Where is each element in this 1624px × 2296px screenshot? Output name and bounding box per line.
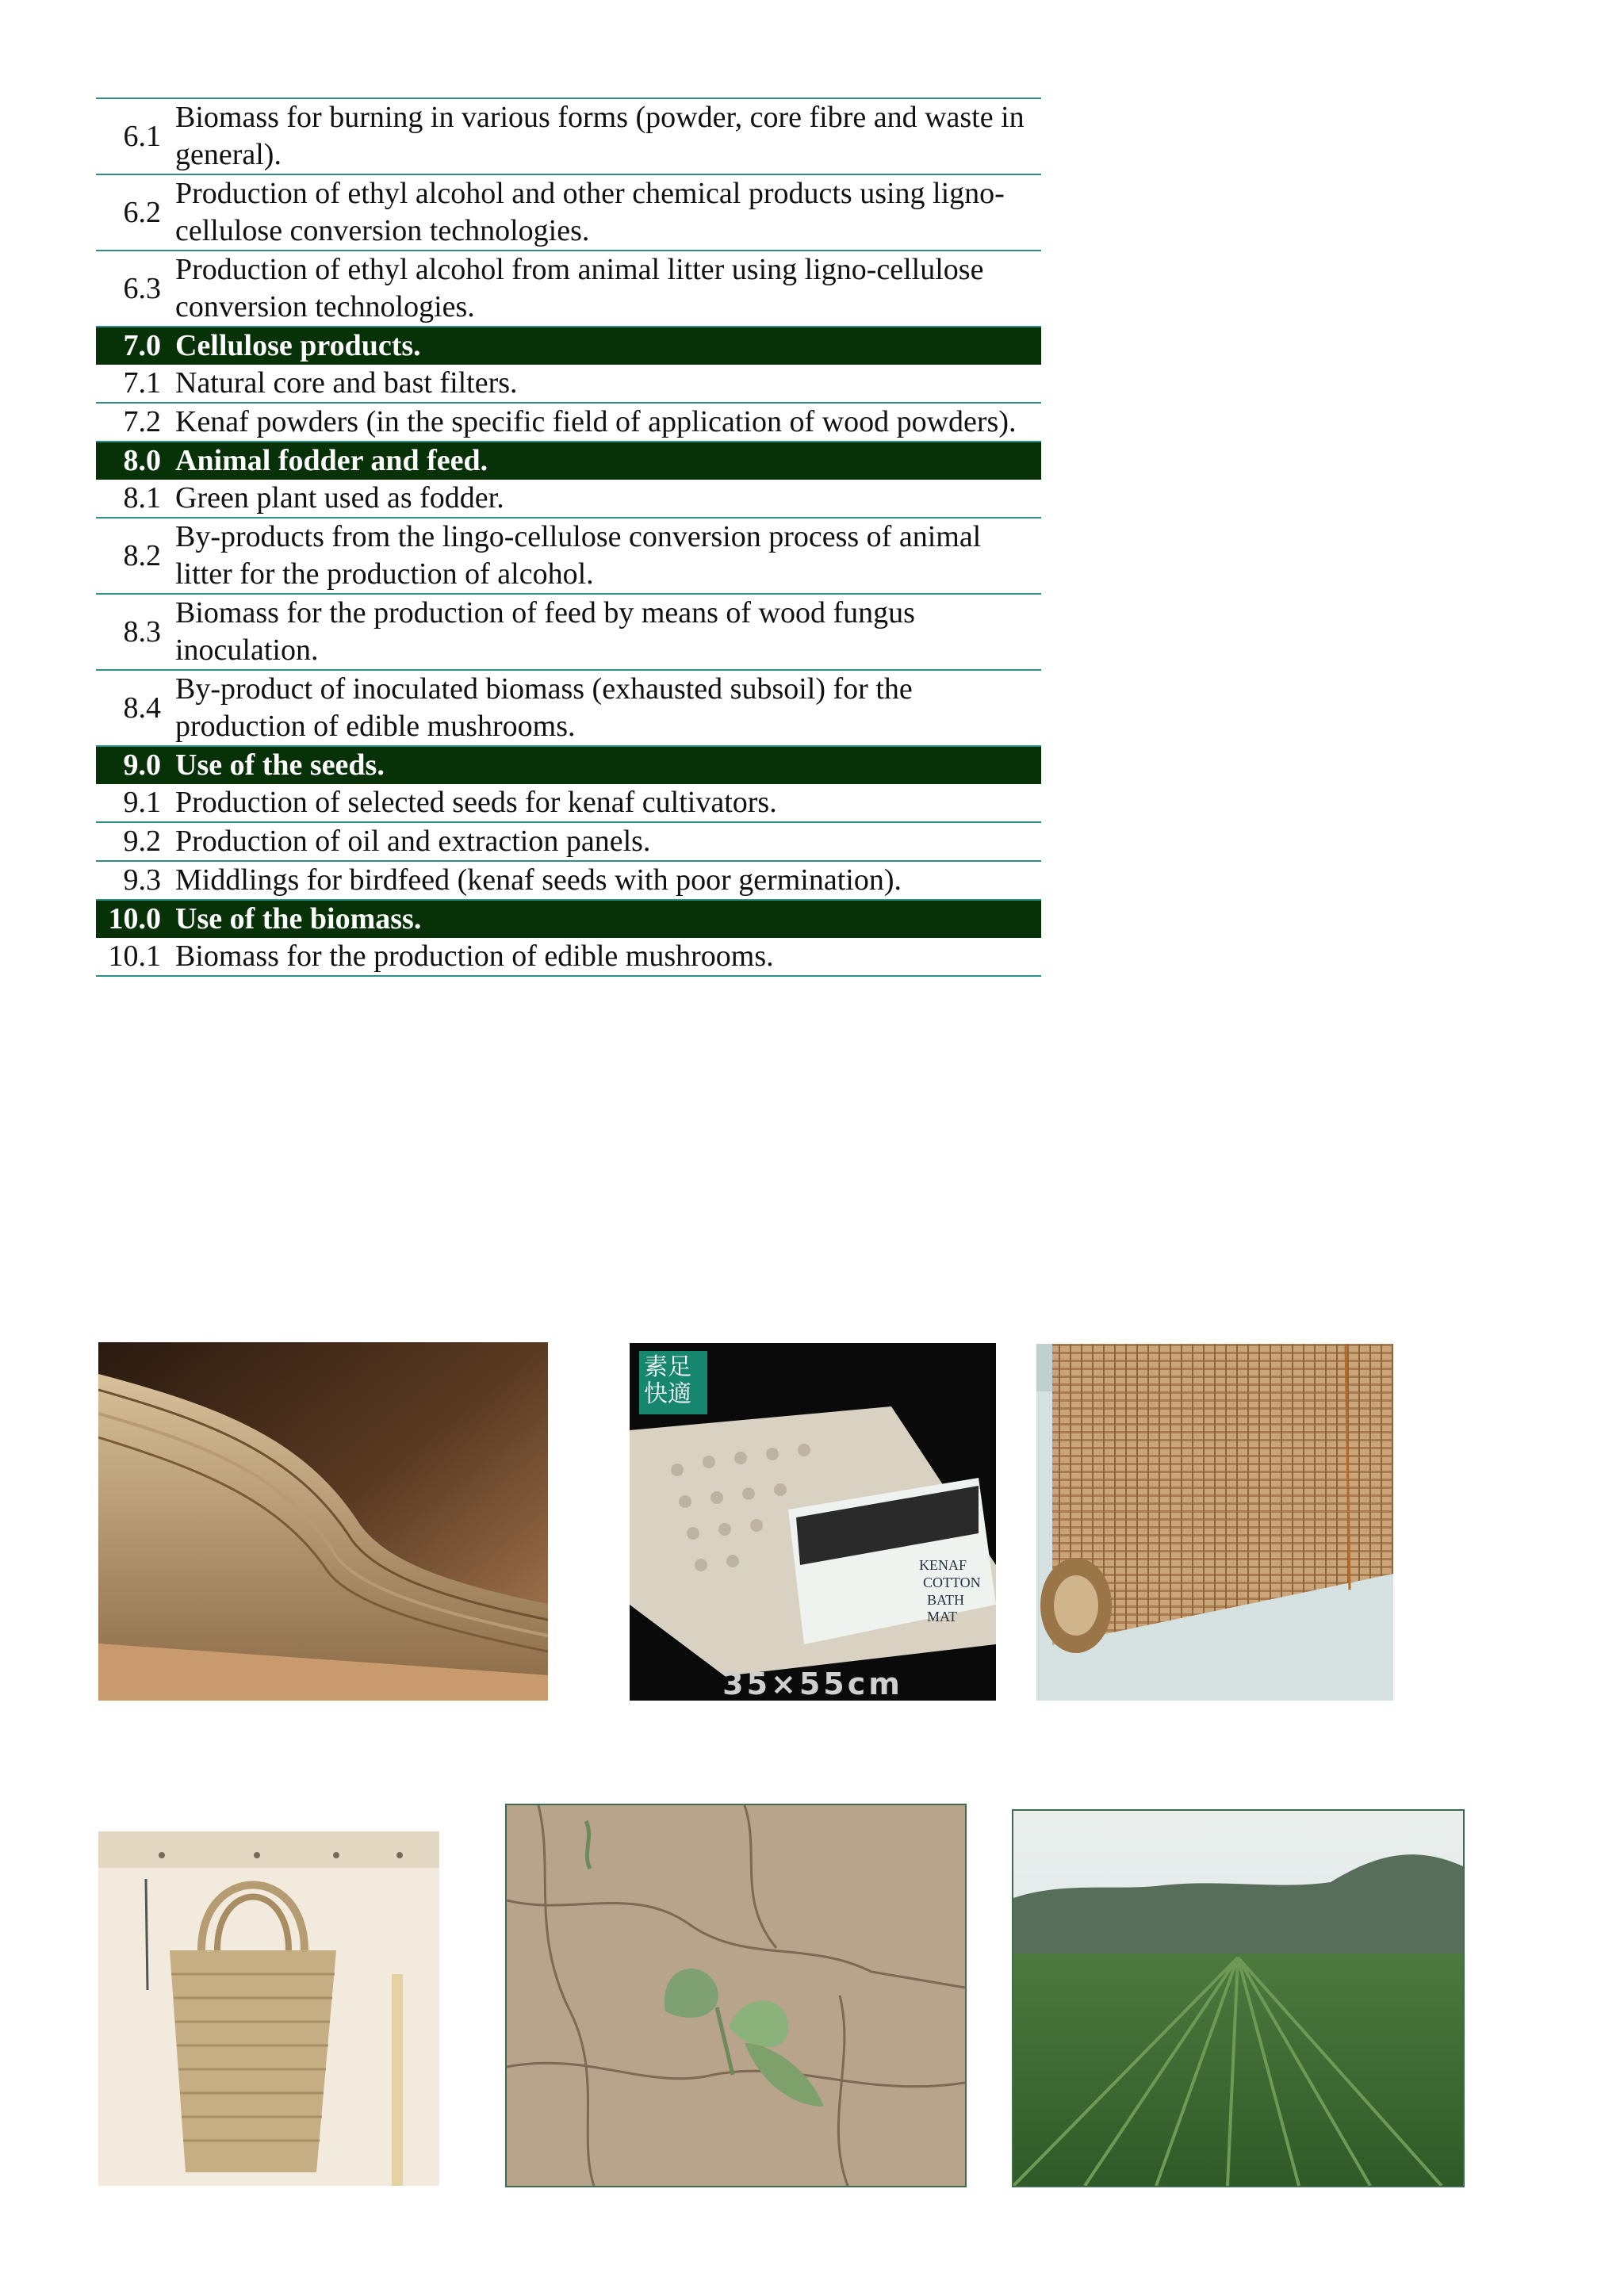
photo-kenaf-seedling: [507, 1805, 965, 2186]
section-header-row: [96, 900, 1041, 938]
section-header-row: [96, 442, 1041, 480]
section-title: Animal fodder and feed.: [175, 442, 1041, 480]
row-number: 10.0: [96, 900, 175, 938]
table-row: [96, 174, 1041, 251]
row-number: 9.2: [96, 822, 175, 861]
table-row: [96, 938, 1041, 976]
row-number: 9.0: [96, 746, 175, 784]
section-title: Use of the seeds.: [175, 746, 1041, 784]
row-number: 8.2: [96, 518, 175, 594]
row-number: 6.2: [96, 174, 175, 251]
section-title: Cellulose products.: [175, 327, 1041, 365]
row-number: 7.1: [96, 365, 175, 403]
row-number: 8.1: [96, 480, 175, 518]
row-number: 8.3: [96, 594, 175, 670]
row-description: Production of oil and extraction panels.: [175, 822, 1041, 861]
photo-kenaf-field: [1013, 1811, 1463, 2186]
row-description: Green plant used as fodder.: [175, 480, 1041, 518]
section-title: Use of the biomass.: [175, 900, 1041, 938]
bathmat-package-label-2: COTTON: [923, 1575, 981, 1590]
photo-kenaf-bath-mat: [630, 1343, 996, 1701]
row-number: 8.4: [96, 670, 175, 746]
row-description: Production of ethyl alcohol and other chemical products using ligno-cellulose conversion technologies.: [175, 174, 1041, 251]
table-row: [96, 403, 1041, 442]
row-number: 8.0: [96, 442, 175, 480]
row-description: Middlings for birdfeed (kenaf seeds with poor germination).: [175, 861, 1041, 900]
bathmat-size-label: 35×55cm: [722, 1667, 903, 1701]
bathmat-badge: 素足快適: [644, 1353, 691, 1408]
bathmat-package-label-1: KENAF: [919, 1557, 967, 1573]
row-number: 9.1: [96, 784, 175, 822]
row-description: Production of selected seeds for kenaf cultivators.: [175, 784, 1041, 822]
row-description: Biomass for the production of edible mushrooms.: [175, 938, 1041, 976]
table-row: [96, 480, 1041, 518]
table-row: [96, 784, 1041, 822]
row-description: Kenaf powders (in the specific field of application of wood powders).: [175, 403, 1041, 442]
table-row: [96, 670, 1041, 746]
photo-kenaf-roll-blind: [1036, 1344, 1393, 1701]
row-description: Biomass for burning in various forms (powder, core fibre and waste in general).: [175, 98, 1041, 174]
bathmat-package-label-3: BATH MAT: [927, 1592, 965, 1624]
table-row: [96, 594, 1041, 670]
table-row: [96, 822, 1041, 861]
row-description: By-product of inoculated biomass (exhausted subsoil) for the production of edible mushrooms.: [175, 670, 1041, 746]
photo-kenaf-bag: [98, 1831, 439, 2186]
table-row: [96, 365, 1041, 403]
row-number: 6.3: [96, 251, 175, 327]
section-header-row: [96, 327, 1041, 365]
photo-kenaf-fibre-mat: [98, 1342, 548, 1701]
row-number: 10.1: [96, 938, 175, 976]
row-description: Natural core and bast filters.: [175, 365, 1041, 403]
row-number: 6.1: [96, 98, 175, 174]
section-header-row: [96, 746, 1041, 784]
table-row: [96, 518, 1041, 594]
row-number: 7.2: [96, 403, 175, 442]
table-row: [96, 251, 1041, 327]
table-row: [96, 98, 1041, 174]
row-number: 7.0: [96, 327, 175, 365]
row-number: 9.3: [96, 861, 175, 900]
row-description: Biomass for the production of feed by means of wood fungus inoculation.: [175, 594, 1041, 670]
row-description: By-products from the lingo-cellulose conversion process of animal litter for the production of alcohol.: [175, 518, 1041, 594]
table-row: [96, 861, 1041, 900]
row-description: Production of ethyl alcohol from animal litter using ligno-cellulose conversion technologies.: [175, 251, 1041, 327]
kenaf-applications-table: [96, 98, 1041, 977]
